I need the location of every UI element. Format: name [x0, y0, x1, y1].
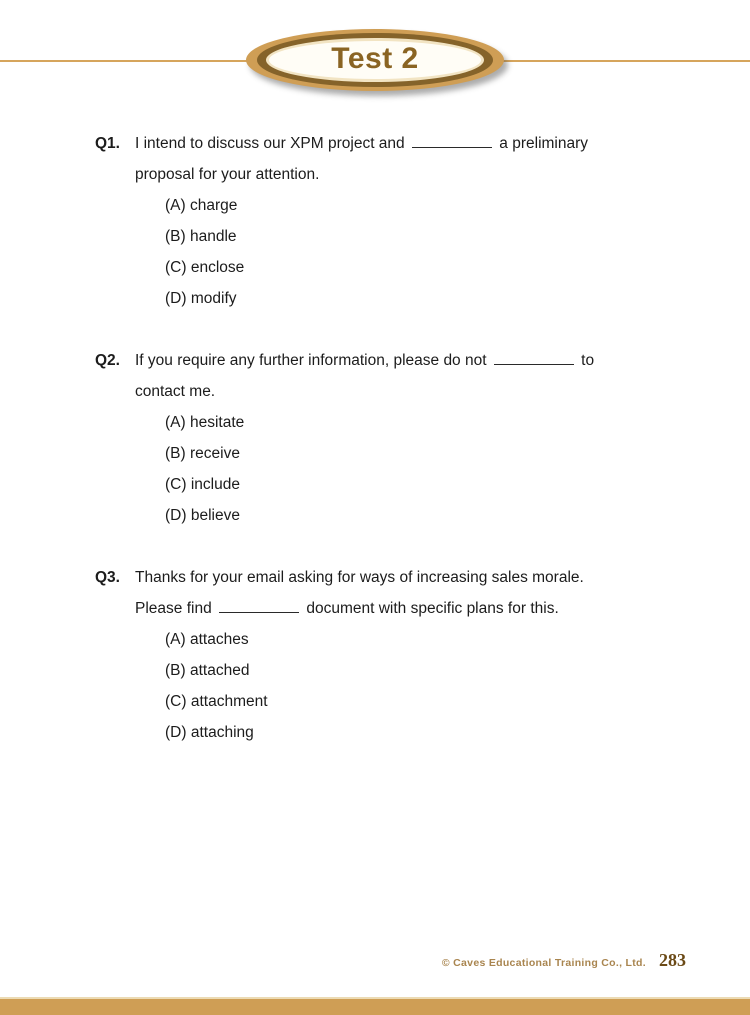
option-label: (C)	[165, 259, 187, 276]
badge-ring	[257, 33, 493, 87]
question-1	[95, 128, 695, 314]
option-text: attachment	[190, 693, 268, 710]
question-text-line: contact me.	[135, 383, 216, 400]
options-list	[135, 407, 695, 531]
answer-blank	[412, 132, 492, 148]
question-text-segment: Please find	[135, 600, 212, 617]
answer-blank	[494, 349, 574, 365]
question-text-segment: to	[581, 352, 595, 369]
answer-blank	[219, 597, 299, 613]
option-a	[165, 190, 695, 221]
option-text: include	[190, 476, 240, 493]
question-text-segment: document with specific plans for this.	[306, 600, 559, 617]
option-text: enclose	[190, 259, 245, 276]
question-number: Q3.	[95, 569, 120, 586]
badge-inner	[266, 38, 484, 82]
option-text: receive	[189, 445, 240, 462]
option-label: (D)	[165, 290, 187, 307]
question-text-segment: a preliminary	[499, 135, 589, 152]
option-d	[165, 500, 695, 531]
question-text-line	[135, 593, 695, 624]
option-label: (A)	[165, 631, 186, 648]
option-label: (A)	[165, 197, 186, 214]
options-list	[135, 624, 695, 748]
option-label: (B)	[165, 662, 186, 679]
option-label: (C)	[165, 476, 187, 493]
option-text: attaching	[190, 724, 254, 741]
option-label: (C)	[165, 693, 187, 710]
option-label: (B)	[165, 228, 186, 245]
question-number: Q2.	[95, 352, 120, 369]
question-text-line: Thanks for your email asking for ways of increasing sales morale.	[135, 569, 584, 586]
option-text: hesitate	[189, 414, 245, 431]
question-body	[135, 345, 695, 531]
option-c	[165, 686, 695, 717]
option-a	[165, 407, 695, 438]
question-text-line	[135, 128, 695, 159]
question-text-segment: If you require any further information, please do not	[135, 352, 487, 369]
copyright-text: © Caves Educational Training Co., Ltd.	[441, 957, 646, 969]
question-text-line: proposal for your attention.	[135, 166, 320, 183]
option-text: modify	[190, 290, 237, 307]
badge-title: Test 2	[331, 42, 419, 75]
option-text: attached	[189, 662, 250, 679]
option-text: handle	[189, 228, 237, 245]
option-label: (A)	[165, 414, 186, 431]
option-c	[165, 252, 695, 283]
question-text-line	[135, 345, 695, 376]
option-b	[165, 655, 695, 686]
question-body	[135, 128, 695, 314]
option-b	[165, 438, 695, 469]
question-text-segment: I intend to discuss our XPM project and	[135, 135, 405, 152]
option-d	[165, 717, 695, 748]
bottom-accent-bar	[0, 997, 750, 1015]
option-label: (B)	[165, 445, 186, 462]
questions-area	[95, 128, 695, 779]
options-list	[135, 190, 695, 314]
question-body	[135, 562, 695, 748]
option-a	[165, 624, 695, 655]
option-d	[165, 283, 695, 314]
question-3	[95, 562, 695, 748]
option-b	[165, 221, 695, 252]
option-text: believe	[190, 507, 240, 524]
option-text: charge	[189, 197, 238, 214]
question-number: Q1.	[95, 135, 120, 152]
option-c	[165, 469, 695, 500]
option-label: (D)	[165, 507, 187, 524]
option-text: attaches	[189, 631, 249, 648]
page-footer	[442, 950, 686, 971]
page-number: 283	[659, 950, 686, 970]
question-2	[95, 345, 695, 531]
test-badge	[246, 29, 504, 91]
option-label: (D)	[165, 724, 187, 741]
